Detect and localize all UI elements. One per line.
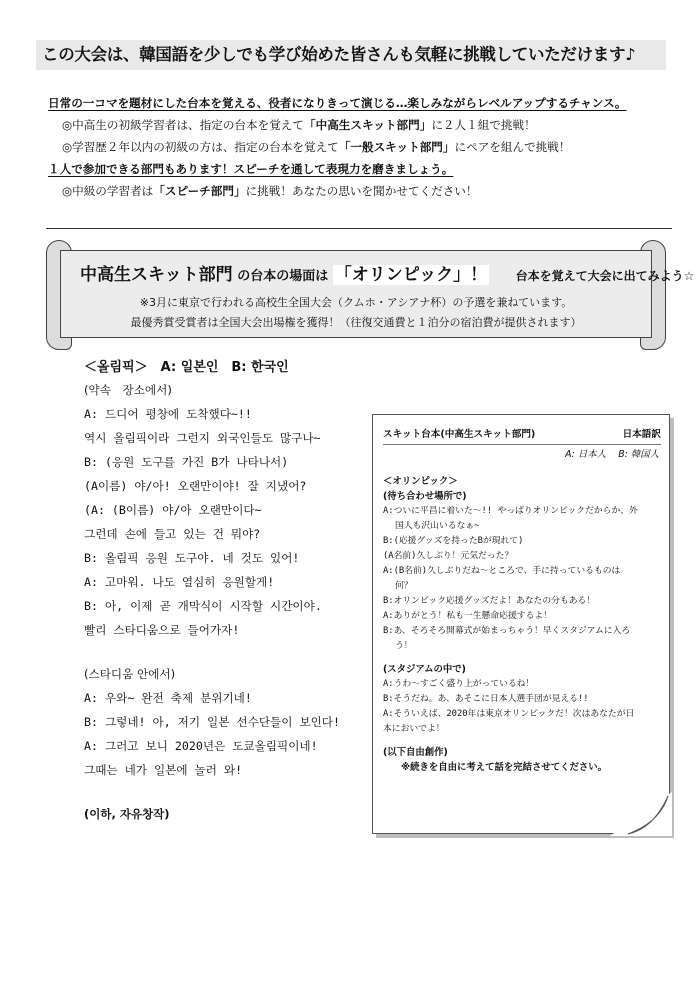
scroll-title: 中高生スキット部門 の台本の場面は 「オリンピック」！ 台本を覚えて大会に出てみよう☆ bbox=[80, 265, 695, 285]
top-banner: この大会は、韓国語を少しでも学び始めた皆さんも気軽に挑戦していただけます♪ bbox=[36, 40, 666, 70]
script-line: 그때는 네가 일본에 놀러 와! bbox=[84, 763, 243, 777]
intro-lead: 日常の一コマを題材にした台本を覚える、役者になりきって演じる…楽しみながらレベルアップするチャンス。 bbox=[48, 96, 627, 110]
script-line: (스타디움 안에서) bbox=[84, 667, 176, 681]
note-line: B:(応援グッズを持ったBが現れて) bbox=[383, 536, 524, 546]
scroll-note-prize: 最優秀賞受賞者は全国大会出場権を獲得！（往復交通費と１泊分の宿泊費が提供されます） bbox=[130, 316, 582, 329]
script-line: 역시 올림픽이라 그런지 외국인들도 많구나~ bbox=[84, 431, 321, 445]
scroll-title-theme: 「オリンピック」！ bbox=[334, 265, 488, 285]
note-line: B:あ、そろそろ開幕式が始まっちゃう！早くスタジアムに入ろ bbox=[383, 626, 631, 636]
script-line: A: 우와~ 완전 축제 분위기네! bbox=[84, 691, 252, 705]
page-curl-icon bbox=[610, 792, 672, 836]
note-line: A:うわ〜すごく盛り上がっているね！ bbox=[383, 679, 535, 689]
note-cast: A: 日本人 B: 韓国人 bbox=[565, 449, 659, 460]
note-line: 国人も沢山いるなぁ~ bbox=[395, 521, 480, 531]
note-scene-1: (待ち合わせ場所で) bbox=[383, 491, 467, 502]
intro-section bbox=[48, 92, 678, 202]
note-header bbox=[383, 427, 661, 445]
scroll-title-category: 中高生スキット部門 bbox=[80, 265, 233, 285]
note-free-note: ※続きを自由に考えて話を完結させてください。 bbox=[401, 762, 607, 773]
note-title: スキット台本(中高生スキット部門) bbox=[383, 429, 536, 440]
script-line: A: 고마워. 나도 열심히 응원할게! bbox=[84, 575, 275, 589]
script-line: B: 그렇네! 아, 저기 일본 선수단들이 보인다! bbox=[84, 715, 340, 729]
note-line: A:ついに平昌に着いた〜!! やっぱりオリンピックだからか、外 bbox=[383, 506, 638, 516]
note-line: (A名前)久しぶり！元気だった？ bbox=[383, 551, 514, 561]
note-line: う！ bbox=[395, 641, 413, 651]
note-line: A:ありがとう！私も一生懸命応援するよ！ bbox=[383, 611, 552, 621]
script-line: (A: (B이름) 야/아 오랜만이다~ bbox=[84, 503, 262, 517]
scroll-note-qualifier: ※3月に東京で行われる高校生全国大会（クムホ・アシアナ杯）の予選を兼ねています。 bbox=[139, 296, 573, 309]
intro-general-skit: ◎学習歴２年以内の初級の方は、指定の台本を覚えて「一般スキット部門」にペアを組んで挑戦！ bbox=[62, 140, 571, 154]
note-line: A:(B名前)久しぶりだね〜ところで、手に持っているものは bbox=[383, 566, 621, 576]
script-line: A: 그러고 보니 2020년은 도쿄올림픽이네! bbox=[84, 739, 318, 753]
script-line: (A이름) 야/아! 오랜만이야! 잘 지냈어? bbox=[84, 479, 307, 493]
note-line: B:そうだね。あ、あそこに日本人選手団が見える!! bbox=[383, 694, 589, 704]
script-line: 그런데 손에 들고 있는 건 뭐야? bbox=[84, 527, 261, 541]
script-line: (약속 장소에서) bbox=[84, 383, 172, 397]
note-line: A:そういえば、2020年は東京オリンピックだ！次はあなたが日 bbox=[383, 709, 635, 719]
note-line: 本においでよ！ bbox=[383, 724, 445, 734]
script-line: B: 올림픽 응원 도구야. 네 것도 있어! bbox=[84, 551, 300, 565]
note-scene-2: (スタジアムの中で) bbox=[383, 664, 466, 675]
intro-speech: ◎中級の学習者は「スピーチ部門」に挑戦！あなたの思いを聞かせてください！ bbox=[62, 184, 478, 198]
note-line: B:オリンピック応援グッズだよ！あなたの分もある！ bbox=[383, 596, 596, 606]
intro-solo: １人で参加できる部門もあります！スピーチを通して表現力を磨きましょう。 bbox=[48, 162, 454, 176]
korean-free-creation: (이하, 자유창작) bbox=[84, 807, 170, 821]
note-free-title: (以下自由創作) bbox=[383, 747, 448, 758]
section-divider bbox=[46, 228, 672, 229]
korean-script-heading: ＜올림픽＞ A: 일본인 B: 한국인 bbox=[84, 360, 289, 375]
intro-junior-skit: ◎中高生の初級学習者は、指定の台本を覚えて「中高生スキット部門」に２人１組で挑戦！ bbox=[62, 118, 536, 132]
script-line: B: 아, 이제 곧 개막식이 시작할 시간이야. bbox=[84, 599, 322, 613]
script-line: B: (응원 도구를 가진 B가 나타나서) bbox=[84, 455, 289, 469]
note-line: 何？ bbox=[395, 581, 413, 591]
script-line: A: 드디어 평창에 도착했다~!! bbox=[84, 407, 252, 421]
translation-note bbox=[372, 414, 670, 834]
note-title-right: 日本語訳 bbox=[622, 429, 661, 440]
script-line: 빨리 스타디움으로 들어가자! bbox=[84, 623, 240, 637]
note-section-title: ＜オリンピック＞ bbox=[383, 476, 458, 487]
